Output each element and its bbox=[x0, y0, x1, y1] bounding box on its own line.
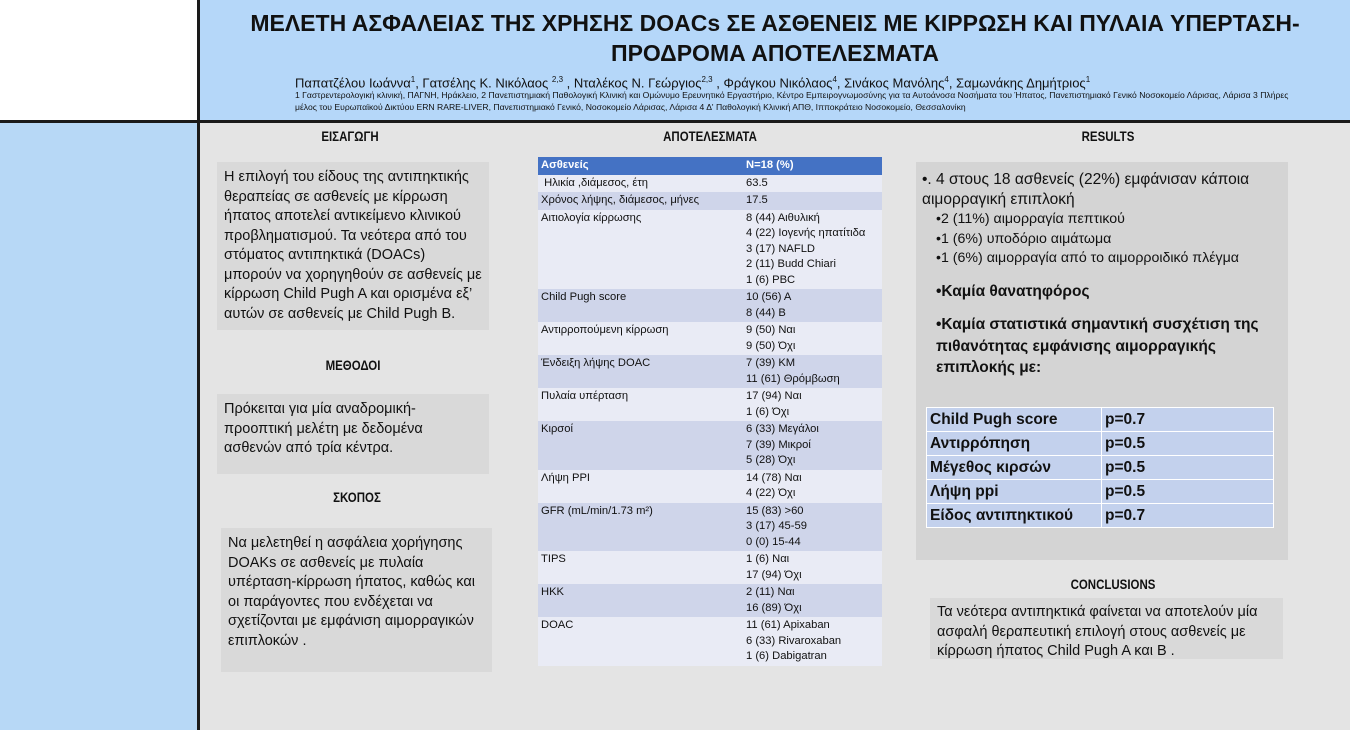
table-cell-value: 14 (78) Ναι bbox=[746, 471, 802, 484]
table-row-label: Ένδειξη λήψης DOAC bbox=[538, 355, 743, 388]
pvalue-row bbox=[927, 408, 1274, 432]
table-row bbox=[538, 175, 882, 193]
pvalue-row bbox=[927, 456, 1274, 480]
table-row bbox=[538, 355, 882, 388]
results-sublist bbox=[922, 210, 1282, 269]
pvalue-table bbox=[926, 407, 1274, 528]
author-name: Γατσέλης Κ. Νικόλαος bbox=[422, 75, 552, 91]
table-row-label: Πυλαία υπέρταση bbox=[538, 388, 743, 421]
horizontal-divider bbox=[0, 120, 1350, 123]
table-row-values bbox=[743, 210, 882, 290]
table-cell-value: 16 (89) Όχι bbox=[746, 601, 802, 614]
table-row bbox=[538, 470, 882, 503]
pvalue-factor: Λήψη ppi bbox=[927, 480, 1102, 504]
results-sub-item: •1 (6%) υποδόριο αιμάτωμα bbox=[936, 230, 1112, 247]
table-cell-value: 17.5 bbox=[746, 194, 768, 206]
table-cell-value: 5 (28) Όχι bbox=[746, 454, 796, 466]
pvalue-value: p=0.7 bbox=[1102, 408, 1274, 432]
table-row-values bbox=[743, 421, 882, 470]
pvalue-row bbox=[927, 480, 1274, 504]
table-row-values bbox=[743, 584, 882, 617]
table-row-values bbox=[743, 355, 882, 388]
pvalue-factor: Μέγεθος κιρσών bbox=[927, 456, 1102, 480]
table-header-row bbox=[538, 157, 882, 175]
pvalue-factor: Αντιρρόπηση bbox=[927, 432, 1102, 456]
table-cell-value: 9 (50) Ναι bbox=[746, 324, 796, 336]
author-affiliation-number: 4 bbox=[832, 75, 837, 84]
conclusions-heading: CONCLUSIONS bbox=[1070, 576, 1156, 592]
table-cell-value: 7 (39) ΚΜ bbox=[746, 357, 796, 369]
table-cell-value: 2 (11) Ναι bbox=[746, 586, 795, 598]
table-cell-value: 6 (33) Rivaroxaban bbox=[746, 634, 842, 647]
left-sidebar bbox=[0, 122, 198, 730]
table-row-values bbox=[743, 289, 882, 322]
table-row-label: TIPS bbox=[538, 551, 743, 584]
table-row-values bbox=[743, 322, 882, 355]
table-row-values bbox=[743, 470, 882, 503]
results-table-container bbox=[538, 157, 882, 666]
results-table bbox=[538, 157, 882, 666]
table-cell-value: 15 (83) >60 bbox=[746, 504, 804, 517]
table-cell-value: 63.5 bbox=[746, 176, 768, 189]
table-cell-value: 8 (44) Αιθυλική bbox=[746, 211, 820, 224]
conclusions-text: Τα νεότερα αντιπηκτικά φαίνεται να αποτελούν μία ασφαλή θεραπευτική επιλογή στους ασθενείς με κίρρωση ήπατος Child Pugh A και B . bbox=[930, 598, 1283, 659]
table-row-label: Χρόνος λήψης, διάμεσος, μήνες bbox=[538, 192, 743, 210]
author-name: Φράγκου Νικόλαος bbox=[723, 75, 833, 91]
table-cell-value: 10 (56) A bbox=[746, 291, 792, 303]
author-name: Σαμωνάκης Δημήτριος bbox=[956, 75, 1086, 91]
table-row bbox=[538, 584, 882, 617]
table-row-label: Αιτιολογία κίρρωσης bbox=[538, 210, 743, 290]
results-no-association: •Καμία στατιστικά σημαντική συσχέτιση της πιθανότητας εμφάνισης αιμορραγικής επιπλοκής με: bbox=[936, 316, 1259, 376]
pvalue-factor: Είδος αντιπηκτικού bbox=[927, 504, 1102, 528]
author-separator: , bbox=[836, 75, 845, 91]
logo-area bbox=[0, 0, 198, 122]
table-cell-value: 1 (6) PBC bbox=[746, 273, 796, 286]
pvalue-value: p=0.5 bbox=[1102, 456, 1274, 480]
author-affiliation-number: 1 bbox=[1085, 75, 1091, 84]
table-row-label: DOAC bbox=[538, 617, 743, 666]
table-cell-value: 4 (22) Ιογενής ηπατίτιδα bbox=[746, 227, 866, 239]
author-affiliation-number: 4 bbox=[944, 75, 949, 84]
results-no-deaths: •Καμία θανατηφόρος bbox=[936, 282, 1090, 300]
table-cell-value: 6 (33) Μεγάλοι bbox=[746, 423, 819, 435]
table-row-values bbox=[743, 175, 882, 193]
results-sub-item: •1 (6%) αιμορραγία από το αιμορροιδικό πλέγμα bbox=[936, 250, 1239, 266]
author-name: Παπατζέλου Ιωάννα bbox=[295, 75, 411, 91]
pvalue-row bbox=[927, 432, 1274, 456]
author-affiliation-number: 1 bbox=[410, 75, 416, 84]
table-row-values bbox=[743, 503, 882, 552]
table-row-label: Ηλικία ,διάμεσος, έτη bbox=[538, 175, 743, 193]
table-cell-value: 8 (44) B bbox=[746, 306, 786, 319]
table-row bbox=[538, 388, 882, 421]
table-row-values bbox=[743, 388, 882, 421]
table-row-label: GFR (mL/min/1.73 m²) bbox=[538, 503, 743, 552]
table-cell-value: 1 (6) Dabigatran bbox=[746, 650, 827, 662]
pvalue-value: p=0.5 bbox=[1102, 432, 1274, 456]
table-row-label: Αντιρροπούμενη κίρρωση bbox=[538, 322, 743, 355]
results-table-heading: ΑΠΟΤΕΛΕΣΜΑΤΑ bbox=[663, 128, 757, 144]
table-header-cell: N=18 (%) bbox=[743, 157, 882, 175]
results-main-finding: •. 4 στους 18 ασθενείς (22%) εμφάνισαν κάποια αιμορραγική επιπλοκή bbox=[922, 171, 1250, 208]
table-row-values bbox=[743, 617, 882, 666]
table-cell-value: 11 (61) Θρόμβωση bbox=[746, 372, 840, 385]
pvalue-value: p=0.7 bbox=[1102, 504, 1274, 528]
table-cell-value: 17 (94) Ναι bbox=[746, 390, 802, 402]
table-cell-value: 4 (22) Όχι bbox=[746, 487, 796, 499]
table-row bbox=[538, 551, 882, 584]
author-separator: , bbox=[563, 75, 574, 91]
author-list bbox=[295, 72, 1335, 91]
table-row-label: ΗΚΚ bbox=[538, 584, 743, 617]
table-row bbox=[538, 322, 882, 355]
methods-text: Πρόκειται για μία αναδρομική-προοπτική μελέτη με δεδομένα ασθενών από τρία κέντρα. bbox=[217, 394, 489, 474]
results-heading: RESULTS bbox=[1081, 128, 1135, 144]
intro-heading: ΕΙΣΑΓΩΓΗ bbox=[321, 128, 379, 144]
table-row bbox=[538, 210, 882, 290]
table-cell-value: 17 (94) Όχι bbox=[746, 568, 802, 581]
table-cell-value: 1 (6) Ναι bbox=[746, 553, 790, 565]
pvalue-value: p=0.5 bbox=[1102, 480, 1274, 504]
table-row-values bbox=[743, 551, 882, 584]
author-name: Σινάκος Μανόλης bbox=[844, 75, 945, 91]
pvalue-row bbox=[927, 504, 1274, 528]
table-row bbox=[538, 421, 882, 470]
results-sub-item: •2 (11%) αιμορραγία πεπτικού bbox=[936, 211, 1125, 227]
aim-heading: ΣΚΟΠΟΣ bbox=[333, 489, 381, 505]
aim-text: Να μελετηθεί η ασφάλεια χορήγησης DOAKs σε ασθενείς με πυλαία υπέρταση-κίρρωση ήπατος, καθώς και οι παράγοντες που ενδέχεται να σχετίζονται με εμφάνιση αιμορραγικών επιπλοκών . bbox=[221, 528, 492, 672]
table-row bbox=[538, 289, 882, 322]
author-name: Νταλέκος Ν. Γεώργιος bbox=[573, 75, 702, 91]
table-row bbox=[538, 617, 882, 666]
author-separator: , bbox=[415, 75, 423, 91]
vertical-divider bbox=[197, 0, 200, 730]
author-separator: , bbox=[712, 75, 724, 91]
table-row-values bbox=[743, 192, 882, 210]
affiliations: 1 Γαστρεντερολογική κλινική, ΠΑΓΝΗ, Ηράκλειο, 2 Πανεπιστημιακή Παθολογική Κλινική και Ομώνυμο Ερευνητικό Εργαστήριο, Κέντρο Εμπειρογνωμοσύνης για τα Αυτοάνοσα Νοσήματα του Ήπατος, Πανεπιστημιακό Γενικό Νοσοκομείο Λάρισας, Λάρισα 3 Πλήρες μέλος του Ευρωπαϊκού Δικτύου ERN RARE-LIVER, Πανεπιστημιακό Γενικό, Νοσοκομείο Λάρισας, Λάρισα 4 Δ' Παθολογική Κλινική ΑΠΘ, Ιπποκράτειο Νοσοκομείο, Θεσσαλονίκη bbox=[295, 90, 1289, 112]
author-affiliation-number: 2,3 bbox=[551, 75, 564, 84]
author-separator: , bbox=[948, 75, 957, 91]
table-cell-value: 1 (6) Όχι bbox=[746, 405, 790, 418]
table-row-label: Κιρσοί bbox=[538, 421, 743, 470]
table-header-cell: Ασθενείς bbox=[538, 157, 743, 175]
table-cell-value: 3 (17) NAFLD bbox=[746, 242, 816, 255]
table-row bbox=[538, 503, 882, 552]
table-row-label: Λήψη PPI bbox=[538, 470, 743, 503]
table-cell-value: 2 (11) Budd Chiari bbox=[746, 258, 836, 270]
table-cell-value: 9 (50) Όχι bbox=[746, 339, 796, 352]
table-row-label: Child Pugh score bbox=[538, 289, 743, 322]
author-affiliation-number: 2,3 bbox=[701, 75, 713, 84]
table-cell-value: 11 (61) Apixaban bbox=[746, 619, 830, 631]
methods-heading: ΜΕΘΟΔΟΙ bbox=[325, 357, 381, 373]
intro-text: Η επιλογή του είδους της αντιπηκτικής θεραπείας σε ασθενείς με κίρρωση ήπατος αποτελεί αντικείμενο κλινικού προβληματισμού. Τα νεότερα από του στόματος αντιπηκτικά (DOACs) μπορούν να χορηγηθούν σε ασθενείς με κίρρωση Child Pugh A και ορισμένα εξ’ αυτών σε ασθενείς με Child Pugh B. bbox=[217, 162, 489, 330]
table-cell-value: 7 (39) Μικροί bbox=[746, 438, 811, 451]
table-cell-value: 0 (0) 15-44 bbox=[746, 535, 801, 548]
table-cell-value: 3 (17) 45-59 bbox=[746, 520, 807, 532]
pvalue-factor: Child Pugh score bbox=[927, 408, 1102, 432]
table-row bbox=[538, 192, 882, 210]
poster-title: ΜΕΛΕΤΗ ΑΣΦΑΛΕΙΑΣ ΤΗΣ ΧΡΗΣΗΣ DOACs ΣΕ ΑΣΘΕΝΕΙΣ ΜΕ ΚΙΡΡΩΣΗ ΚΑΙ ΠΥΛΑΙΑ ΥΠΕΡΤΑΣΗ-ΠΡΟΔΡΟΜΑ ΑΠΟΤΕΛΕΣΜΑΤΑ bbox=[250, 10, 1300, 66]
